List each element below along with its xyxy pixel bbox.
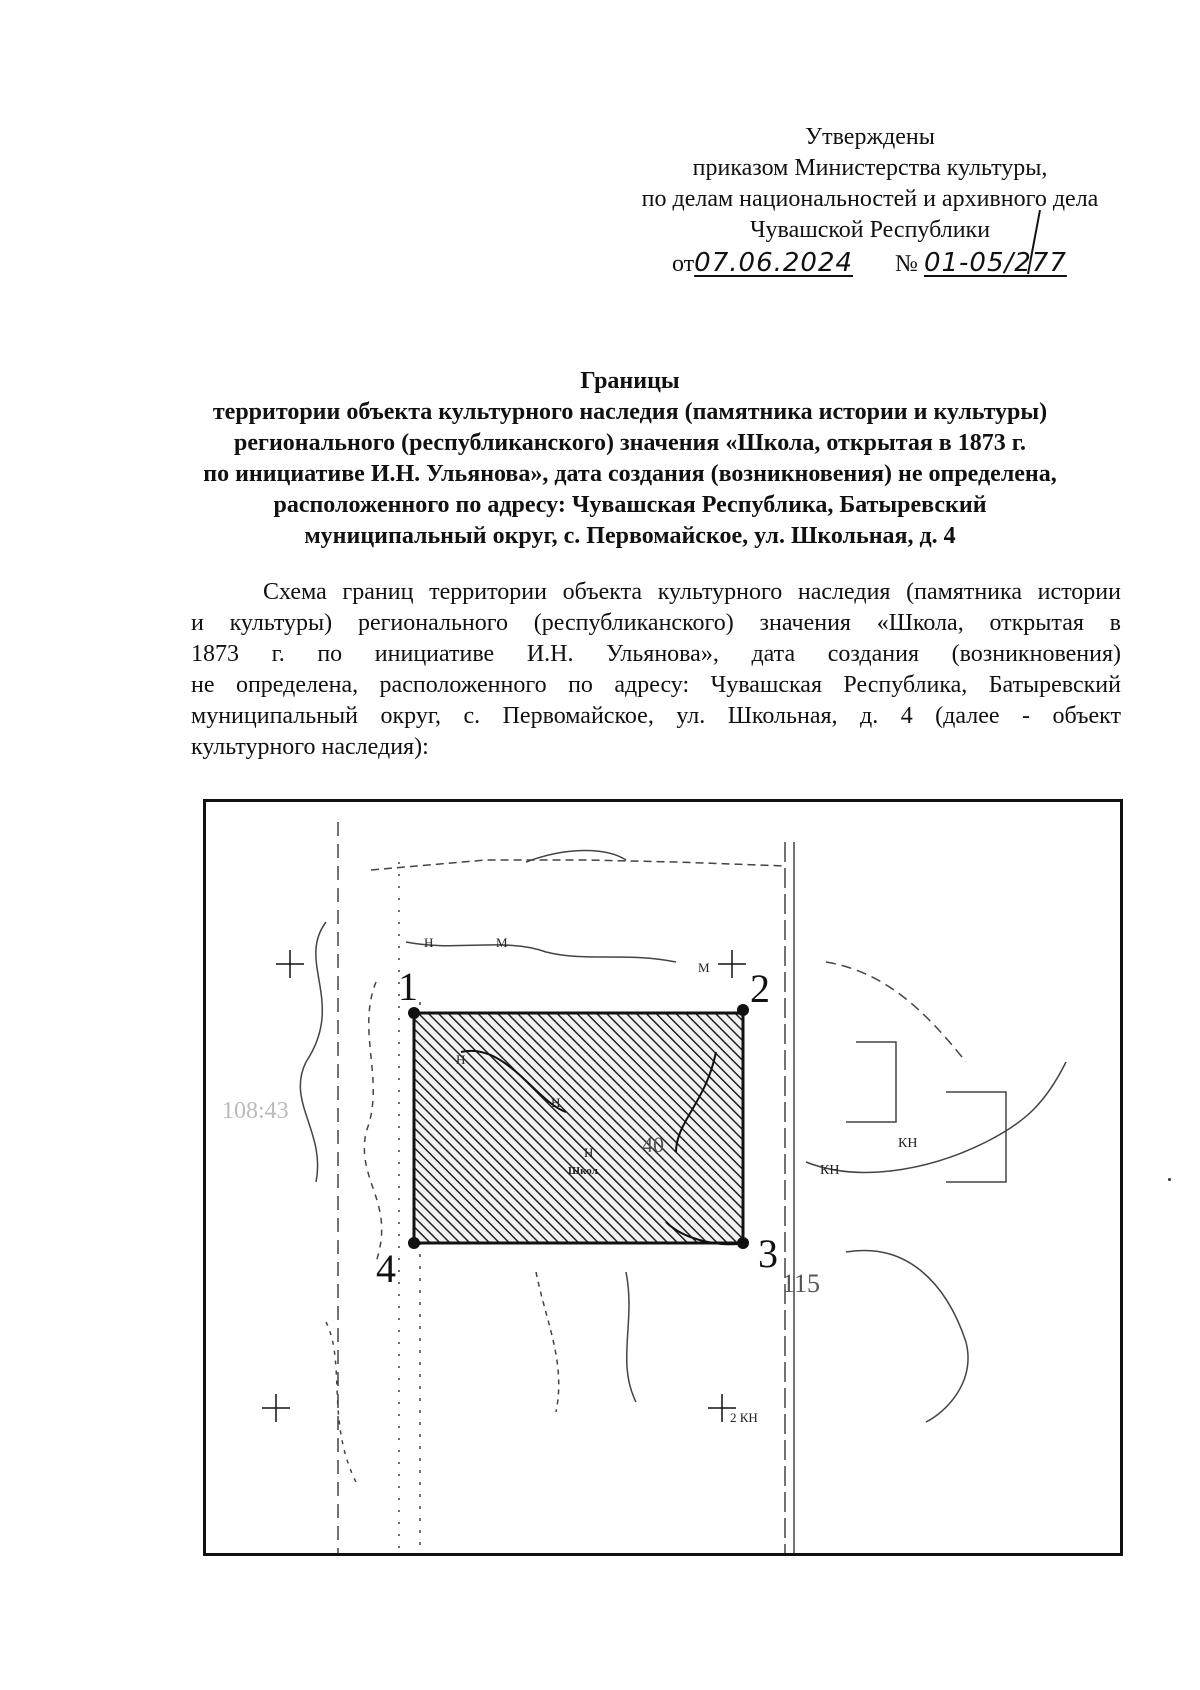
- map-label: Н: [551, 1095, 561, 1110]
- approval-title: Утверждены: [805, 124, 935, 150]
- order-date-number: [600, 246, 1140, 280]
- handwritten-slash-icon: [1018, 208, 1048, 278]
- map-label: 108:43: [222, 1098, 289, 1124]
- title-line: по инициативе И.Н. Ульянова», дата создания (возникновения) не определена,: [203, 461, 1057, 487]
- title-line: регионального (республиканского) значения «Школа, открытая в 1873 г.: [234, 430, 1026, 456]
- paragraph-line: Схема границ территории объекта культурного наследия (памятника истории: [263, 579, 1121, 605]
- title-line: территории объекта культурного наследия (памятника истории и культуры): [212, 399, 1048, 425]
- document-title: [140, 366, 1120, 552]
- vertex-4-dot: [408, 1237, 420, 1249]
- map-label: 115: [782, 1269, 821, 1298]
- boundary-map: [203, 799, 1123, 1556]
- paragraph-line: муниципальный округ, с. Первомайское, ул. Школьная, д. 4 (далее - объект: [191, 703, 1121, 729]
- paragraph-line: 1873 г. по инициативе И.Н. Ульянова», дата создания (возникновения): [191, 641, 1121, 667]
- title-line: расположенного по адресу: Чувашская Республика, Батыревский: [273, 492, 987, 518]
- map-label: Н: [456, 1052, 466, 1067]
- title-line: муниципальный округ, с. Первомайское, ул. Школьная, д. 4: [304, 523, 956, 549]
- scan-speck: [1168, 1178, 1171, 1181]
- order-date: 07.06.2024: [694, 248, 854, 278]
- map-label: М: [698, 960, 710, 975]
- number-prefix: №: [895, 251, 918, 277]
- map-label: М: [496, 935, 508, 950]
- approval-ministry-line: приказом Министерства культуры,: [692, 155, 1048, 181]
- approval-block: [600, 122, 1140, 280]
- map-label: Н: [424, 935, 434, 950]
- order-number: 01-05/277: [923, 248, 1067, 278]
- paragraph-line: не определена, расположенного по адресу: Чувашская Республика, Батыревский: [191, 672, 1121, 698]
- approval-republic-line: Чувашской Республики: [749, 217, 991, 243]
- heritage-boundary-area: [414, 1013, 743, 1243]
- vertex-2-label: 2: [750, 966, 770, 1011]
- vertex-4-label: 4: [376, 1246, 396, 1291]
- date-prefix: от: [672, 251, 695, 277]
- paragraph-line: культурного наследия):: [191, 734, 429, 760]
- scheme-description: [191, 577, 1121, 763]
- vertex-2-dot: [737, 1004, 749, 1016]
- map-label: КН: [820, 1163, 840, 1178]
- vertex-3-dot: [737, 1237, 749, 1249]
- paragraph-line: и культуры) регионального (республиканского) значения «Школа, открытая в: [191, 610, 1121, 636]
- map-label: Н: [584, 1145, 594, 1160]
- map-label-school: Школ: [568, 1165, 598, 1177]
- map-label: 40: [642, 1132, 664, 1157]
- approval-ministry-line: по делам национальностей и архивного дела: [641, 186, 1099, 212]
- title-heading: Границы: [580, 368, 680, 394]
- vertex-1-label: 1: [398, 964, 418, 1009]
- vertex-3-label: 3: [758, 1231, 778, 1276]
- map-label: КН: [898, 1136, 918, 1151]
- map-label: 2 КН: [730, 1410, 758, 1425]
- map-drawing: [206, 802, 1120, 1553]
